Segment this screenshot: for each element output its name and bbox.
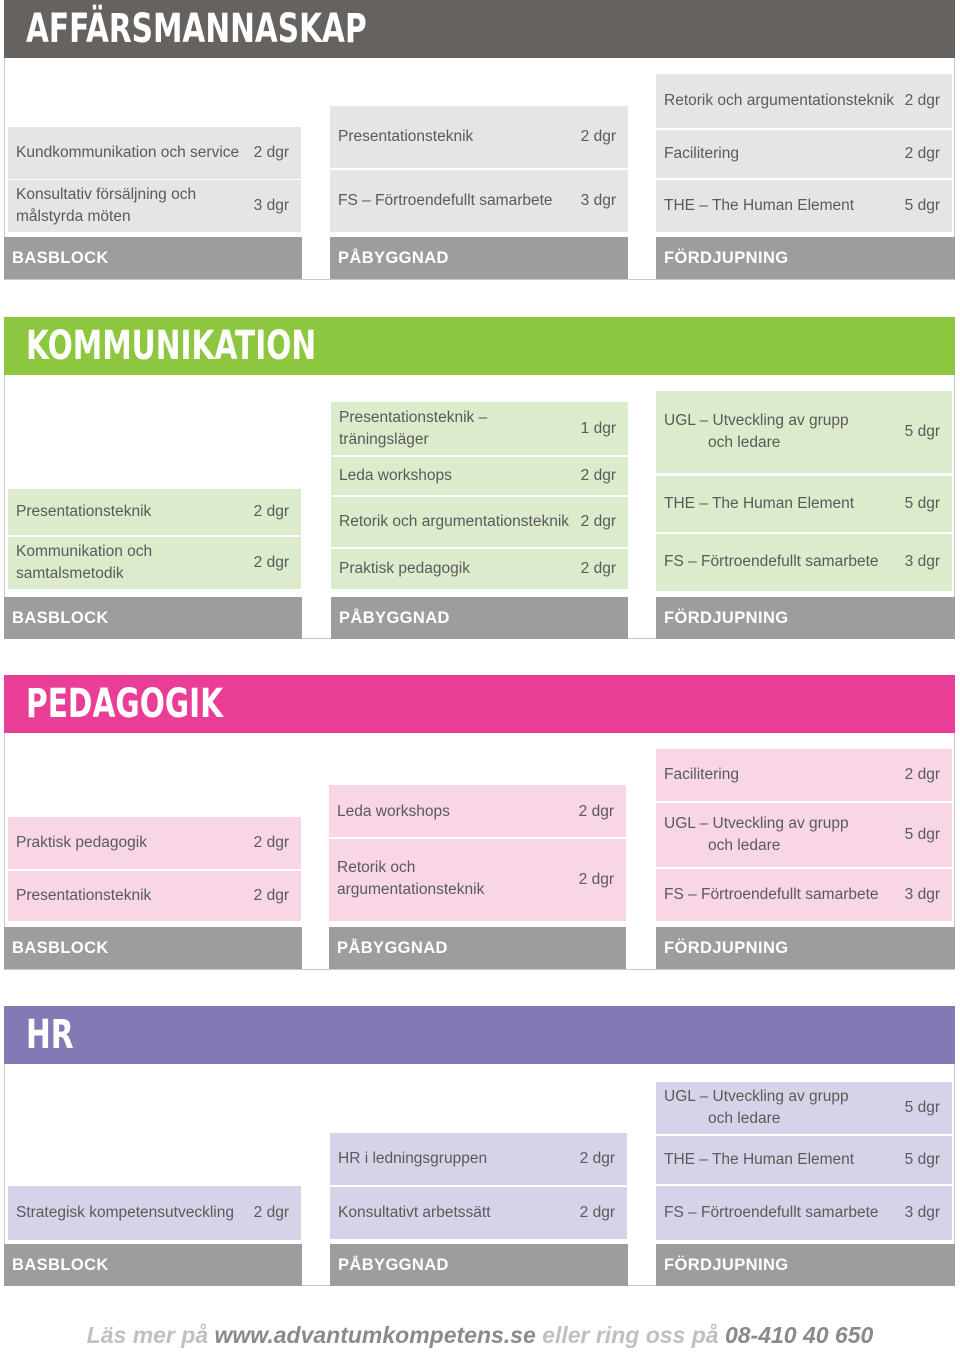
section-header — [4, 0, 955, 58]
course-duration: 5 dgr — [904, 826, 940, 843]
course-item[interactable] — [656, 534, 952, 591]
course-label — [664, 813, 897, 857]
course-item[interactable] — [656, 476, 952, 532]
course-item[interactable] — [656, 180, 952, 232]
course-duration: 2 dgr — [253, 503, 289, 520]
band-fordjupning: FÖRDJUPNING — [656, 237, 955, 279]
course-duration: 2 dgr — [904, 766, 940, 783]
course-duration: 2 dgr — [904, 145, 940, 162]
band-pabyggnad: PÅBYGGNAD — [329, 927, 626, 969]
course-label: Facilitering — [664, 766, 739, 783]
course-duration: 5 dgr — [904, 495, 940, 512]
course-label: Facilitering — [664, 145, 739, 162]
band-pabyggnad: PÅBYGGNAD — [330, 1244, 628, 1286]
section-title: KOMMUNIKATION — [26, 323, 317, 369]
course-label: FS – Förtroendefullt samarbete — [338, 192, 553, 209]
band-fordjupning: FÖRDJUPNING — [656, 1244, 955, 1286]
band-pabyggnad: PÅBYGGNAD — [330, 237, 628, 279]
course-item[interactable] — [656, 1082, 952, 1134]
course-duration: 2 dgr — [904, 92, 940, 109]
course-label: Kundkommunikation och service — [16, 144, 240, 161]
course-label: Praktisk pedagogik — [339, 560, 470, 577]
course-label: THE – The Human Element — [664, 495, 855, 512]
course-label: Retorik och argumentationsteknik — [664, 92, 895, 109]
band-basblock: BASBLOCK — [4, 597, 302, 639]
course-label: Konsultativ försäljning och målstyrda möten — [16, 186, 197, 225]
course-label-line-2: och ledare — [708, 1110, 781, 1127]
course-label: FS – Förtroendefullt samarbete — [664, 1204, 879, 1221]
course-item[interactable] — [656, 1136, 952, 1184]
course-duration: 2 dgr — [253, 1204, 289, 1221]
course-duration: 2 dgr — [580, 560, 616, 577]
course-duration: 3 dgr — [253, 197, 289, 214]
course-item[interactable] — [656, 74, 952, 128]
course-label-line-2: och ledare — [708, 434, 781, 451]
course-item[interactable] — [331, 402, 628, 455]
course-item[interactable] — [656, 1186, 952, 1240]
website-link[interactable]: www.advantumkompetens.se — [214, 1322, 536, 1348]
course-duration: 5 dgr — [904, 197, 940, 214]
section-hr — [4, 1006, 955, 1286]
course-duration: 2 dgr — [253, 554, 289, 571]
course-duration: 2 dgr — [578, 871, 614, 888]
section-affarsmannaskap — [4, 0, 955, 280]
section-title: PEDAGOGIK — [26, 681, 224, 727]
course-label: Konsultativt arbetssätt — [338, 1204, 491, 1221]
section-header — [4, 317, 955, 375]
band-basblock: BASBLOCK — [4, 1244, 302, 1286]
course-item[interactable] — [8, 871, 301, 921]
course-label: Retorik och argumentationsteknik — [339, 513, 570, 530]
course-label: Kommunikation och samtalsmetodik — [16, 543, 153, 582]
course-label-line-1: UGL – Utveckling av grupp — [664, 815, 849, 832]
course-item[interactable] — [330, 106, 628, 168]
course-duration: 3 dgr — [904, 886, 940, 903]
section-title: HR — [26, 1012, 74, 1058]
band-basblock: BASBLOCK — [4, 237, 302, 279]
course-label: FS – Förtroendefullt samarbete — [664, 553, 879, 570]
course-item[interactable] — [656, 391, 952, 473]
course-duration: 5 dgr — [904, 423, 940, 440]
course-duration: 5 dgr — [904, 1099, 940, 1116]
course-duration: 2 dgr — [578, 803, 614, 820]
course-duration: 2 dgr — [253, 834, 289, 851]
phone-number[interactable]: 08-410 40 650 — [724, 1322, 874, 1348]
section-kommunikation — [4, 317, 955, 639]
course-duration: 2 dgr — [580, 467, 616, 484]
course-duration: 2 dgr — [579, 1150, 615, 1167]
course-label: Presentationsteknik — [16, 503, 152, 520]
course-label: HR i ledningsgruppen — [338, 1150, 488, 1167]
course-item[interactable] — [656, 869, 952, 921]
course-label-line-1: UGL – Utveckling av grupp — [664, 1088, 849, 1105]
course-item[interactable] — [331, 497, 628, 547]
course-label: FS – Förtroendefullt samarbete — [664, 886, 879, 903]
course-item[interactable] — [330, 170, 628, 232]
course-item[interactable] — [329, 839, 626, 921]
course-label: Leda workshops — [339, 467, 452, 484]
course-item[interactable] — [8, 180, 301, 232]
course-label-line-2: och ledare — [708, 837, 781, 854]
footer-text: eller ring oss på — [535, 1322, 725, 1348]
course-duration: 2 dgr — [253, 144, 289, 161]
section-header — [4, 675, 955, 733]
course-duration: 3 dgr — [904, 553, 940, 570]
course-duration: 2 dgr — [253, 887, 289, 904]
course-duration: 3 dgr — [904, 1204, 940, 1221]
course-item[interactable] — [330, 1133, 627, 1185]
course-item[interactable] — [331, 549, 628, 589]
course-duration: 2 dgr — [579, 1204, 615, 1221]
course-item[interactable] — [656, 130, 952, 178]
band-fordjupning: FÖRDJUPNING — [656, 927, 955, 969]
course-item[interactable] — [8, 817, 301, 869]
course-item[interactable] — [656, 749, 952, 801]
section-title: AFFÄRSMANNASKAP — [26, 6, 367, 52]
course-label: THE – The Human Element — [664, 1151, 855, 1168]
band-basblock: BASBLOCK — [4, 927, 302, 969]
course-label: Praktisk pedagogik — [16, 834, 147, 851]
course-item[interactable] — [656, 803, 952, 867]
course-label-line-1: UGL – Utveckling av grupp — [664, 412, 849, 429]
footer-text: Läs mer på — [86, 1322, 215, 1348]
section-header — [4, 1006, 955, 1064]
course-item[interactable] — [329, 785, 626, 837]
course-label: Retorik och argumentationsteknik — [337, 859, 485, 898]
course-label: Presentationsteknik — [338, 128, 474, 145]
course-item[interactable] — [330, 1187, 627, 1239]
band-fordjupning: FÖRDJUPNING — [656, 597, 955, 639]
footer-contact — [0, 1322, 960, 1349]
course-duration: 2 dgr — [580, 128, 616, 145]
course-duration: 5 dgr — [904, 1151, 940, 1168]
course-duration: 2 dgr — [580, 513, 616, 530]
course-item[interactable] — [8, 537, 301, 589]
course-label — [664, 410, 897, 454]
course-label — [664, 1086, 897, 1130]
section-pedagogik — [4, 675, 955, 970]
course-label: Presentationsteknik – träningsläger — [339, 408, 488, 448]
course-label: Leda workshops — [337, 803, 450, 820]
course-item[interactable] — [331, 457, 628, 495]
course-item[interactable] — [8, 1186, 301, 1240]
band-pabyggnad: PÅBYGGNAD — [331, 597, 628, 639]
course-label: Presentationsteknik — [16, 887, 152, 904]
course-item[interactable] — [8, 489, 301, 535]
course-label: THE – The Human Element — [664, 197, 855, 214]
course-duration: 1 dgr — [580, 419, 616, 437]
course-item[interactable] — [8, 127, 301, 179]
course-label: Strategisk kompetensutveckling — [16, 1204, 234, 1221]
course-duration: 3 dgr — [580, 192, 616, 209]
